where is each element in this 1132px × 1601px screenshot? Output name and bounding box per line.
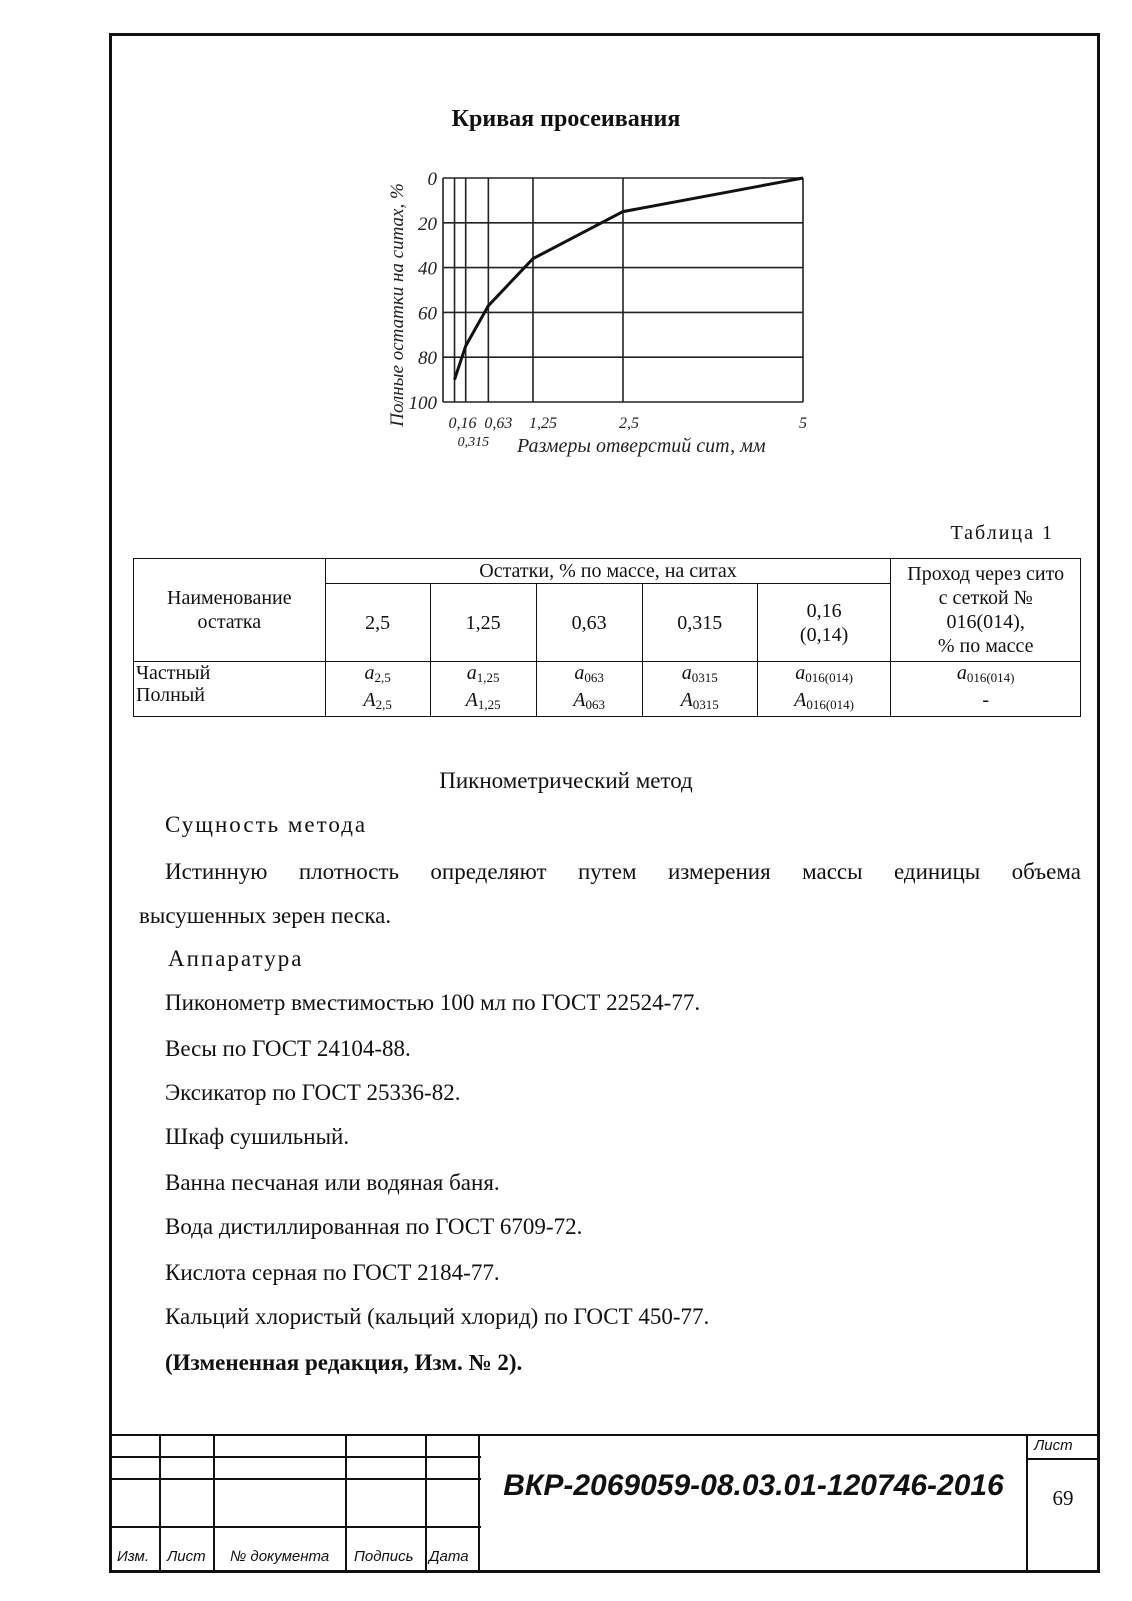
chart-x-tick-label: 1,25 bbox=[529, 415, 557, 432]
apparatus-item: Шкаф сушильный. bbox=[165, 1124, 350, 1149]
chart-x-tick-label: 0,63 bbox=[484, 415, 513, 432]
sieve-header-line: (0,14) bbox=[799, 623, 849, 646]
essence-heading: Сущность метода bbox=[165, 812, 368, 837]
header-pass-cell bbox=[891, 559, 1081, 662]
chart-x-tick-label: 5 bbox=[799, 415, 807, 432]
data-cell: $a_{063}$ $A_{063}$ bbox=[536, 662, 642, 717]
apparatus-item: Вода дистиллированная по ГОСТ 6709-72. bbox=[165, 1214, 583, 1239]
sieve-header: 0,315 bbox=[642, 584, 757, 662]
sieve-header-line: 0,16 bbox=[806, 599, 842, 622]
page-number: 69 bbox=[1052, 1486, 1074, 1510]
sieve-header: 2,5 bbox=[325, 584, 430, 662]
chart-y-tick-label: 80 bbox=[418, 348, 437, 370]
data-cell: $a_{1,25}$ $A_{1,25}$ bbox=[430, 662, 536, 717]
sieving-curve-chart bbox=[375, 140, 815, 470]
sieve-header: 0,63 bbox=[536, 584, 642, 662]
data-cell: $a_{016(014)}$ - bbox=[891, 662, 1081, 717]
apparatus-item: Ванна песчаная или водяная баня. bbox=[165, 1170, 500, 1195]
chart-y-tick-label: 0 bbox=[427, 169, 437, 190]
chart-y-tick-label: 20 bbox=[418, 213, 437, 235]
chart-y-tick-label: 100 bbox=[408, 393, 437, 414]
apparatus-item: Кальций хлористый (кальций хлорид) по ГОСТ 450-77. bbox=[165, 1304, 710, 1329]
section-title: Пикнометрический метод bbox=[439, 768, 693, 793]
chart-title: Кривая просеивания bbox=[451, 106, 681, 132]
chart-y-tick-label: 40 bbox=[418, 258, 437, 280]
chart-x-tick-label: 0,315 bbox=[457, 435, 490, 450]
apparatus-item: Пиконометр вместимостью 100 мл по ГОСТ 22524-77. bbox=[165, 990, 701, 1015]
apparatus-heading: Аппаратура bbox=[168, 946, 304, 971]
apparatus-item: Весы по ГОСТ 24104-88. bbox=[165, 1036, 411, 1061]
essence-text-line: Истинную плотность определяют путем измерения массы единицы объема bbox=[165, 859, 1081, 884]
header-pass-line: % по массе bbox=[937, 635, 1034, 657]
header-group: Остатки, % по массе, на ситах bbox=[325, 559, 891, 584]
table-label: Таблица 1 bbox=[950, 522, 1054, 544]
header-name-cell bbox=[134, 559, 326, 662]
header-pass-line: 016(014), bbox=[946, 611, 1025, 633]
row-name: Полный bbox=[136, 684, 206, 706]
document-code: ВКР-2069059-08.03.01-120746-2016 bbox=[503, 1469, 1004, 1502]
header-pass-line: с сеткой № bbox=[938, 587, 1033, 609]
chart-x-axis-label: Размеры отверстий сит, мм bbox=[517, 435, 766, 457]
row-names-cell bbox=[134, 662, 326, 717]
chart-y-tick-label: 60 bbox=[418, 303, 437, 325]
header-name: Наименование остатка bbox=[167, 587, 292, 633]
chart-x-tick-label: 0,16 bbox=[448, 415, 477, 432]
stamp-sheet-label: Лист bbox=[1034, 1437, 1073, 1454]
data-cell: $a_{2,5}$ $A_{2,5}$ bbox=[325, 662, 430, 717]
stamp-col-label: Изм. bbox=[117, 1548, 149, 1565]
chart-x-tick-label: 2,5 bbox=[619, 415, 639, 432]
sieve-header-last bbox=[757, 584, 891, 662]
stamp-col-label: Лист bbox=[167, 1548, 206, 1565]
chart-y-axis-label: Полные остатки на ситах, % bbox=[387, 183, 408, 427]
stamp-col-label: Подпись bbox=[354, 1548, 414, 1565]
essence-text bbox=[139, 850, 1081, 938]
data-cell: $a_{0315}$ $A_{0315}$ bbox=[642, 662, 757, 717]
stamp-col-label: № документа bbox=[230, 1548, 330, 1565]
row-name: Частный bbox=[136, 662, 211, 684]
revision-note: (Измененная редакция, Изм. № 2). bbox=[165, 1350, 523, 1375]
title-block bbox=[109, 1434, 1100, 1573]
data-cell: $a_{016(014)}$ $A_{016(014)}$ bbox=[757, 662, 891, 717]
stamp-col-label: Дата bbox=[429, 1548, 469, 1565]
apparatus-item: Эксикатор по ГОСТ 25336-82. bbox=[165, 1080, 461, 1105]
sieve-residue-table bbox=[133, 558, 1081, 717]
apparatus-item: Кислота серная по ГОСТ 2184-77. bbox=[165, 1260, 500, 1285]
sieve-header: 1,25 bbox=[430, 584, 536, 662]
chart-series-line bbox=[455, 178, 803, 380]
essence-text-line: высушенных зерен песка. bbox=[139, 903, 392, 928]
header-pass-line: Проход через сито bbox=[907, 563, 1065, 585]
